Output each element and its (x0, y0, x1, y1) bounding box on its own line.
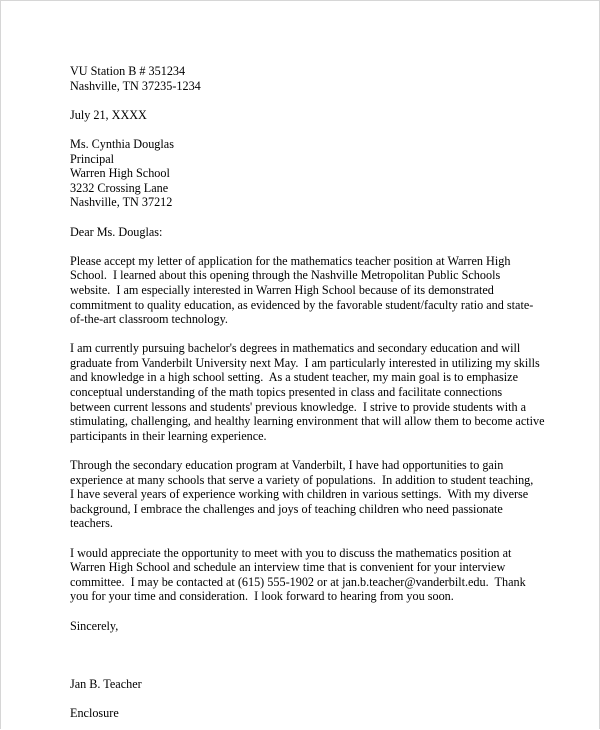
recipient-title: Principal (70, 151, 115, 166)
paragraph-line: I would appreciate the opportunity to meet with you to discuss the mathematics position at (70, 545, 512, 560)
paragraph-line: Warren High School and schedule an interview time that is convenient for your interview (70, 560, 506, 575)
closing (70, 619, 575, 634)
paragraph-line: stimulating, challenging, and healthy learning environment that will allow them to become active (70, 414, 545, 429)
paragraph-line: background, I embrace the challenges and joys of teaching children who need passionate (70, 501, 503, 516)
body-paragraph-2 (70, 341, 575, 443)
paragraph-line: commitment to quality education, as evidenced by the favorable student/faculty ratio and state- (70, 297, 534, 312)
paragraph-line: teachers. (70, 516, 113, 531)
signature-space (70, 633, 575, 677)
body-paragraph-3 (70, 458, 575, 531)
paragraph-line: of-the-art classroom technology. (70, 312, 228, 327)
paragraph-line: and knowledge in a high school setting. As a student teacher, my main goal is to emphasize (70, 370, 518, 385)
paragraph-line: conceptual understanding of the math topics presented in class and facilitate connections (70, 385, 503, 400)
paragraph-line: experience at many schools that serve a variety of populations. In addition to student teaching, (70, 472, 534, 487)
paragraph-line: Please accept my letter of application for the mathematics teacher position at Warren High (70, 253, 511, 268)
cover-letter (70, 64, 575, 721)
recipient-organization: Warren High School (70, 166, 170, 181)
salutation-text: Dear Ms. Douglas: (70, 224, 163, 239)
paragraph-line: between current lessons and students' previous knowledge. I strive to provide students with a (70, 399, 527, 414)
sender-address-line: Nashville, TN 37235-1234 (70, 78, 201, 93)
paragraph-line: I am currently pursuing bachelor's degrees in mathematics and secondary education and will (70, 341, 521, 356)
paragraph-line: you for your time and consideration. I look forward to hearing from you soon. (70, 589, 454, 604)
letter-date (70, 108, 575, 123)
signature-block (70, 677, 575, 692)
paragraph-line: committee. I may be contacted at (615) 555-1902 or at jan.b.teacher@vanderbilt.edu. Thank (70, 574, 526, 589)
recipient-street: 3232 Crossing Lane (70, 180, 169, 195)
recipient-city-state-zip: Nashville, TN 37212 (70, 195, 173, 210)
closing-text: Sincerely, (70, 618, 119, 633)
sender-address-line: VU Station B # 351234 (70, 64, 186, 78)
signature-name: Jan B. Teacher (70, 676, 142, 691)
body-paragraph-1 (70, 254, 575, 327)
sender-address (70, 64, 575, 93)
enclosure-notation (70, 706, 575, 721)
paragraph-line: School. I learned about this opening through the Nashville Metropolitan Public Schools (70, 268, 501, 283)
recipient-address (70, 137, 575, 210)
paragraph-line: website. I am especially interested in Warren High School because of its demonstrated (70, 282, 494, 297)
salutation (70, 225, 575, 240)
paragraph-line: participants in their learning experience. (70, 428, 267, 443)
recipient-name: Ms. Cynthia Douglas (70, 136, 174, 151)
paragraph-line: Through the secondary education program at Vanderbilt, I have had opportunities to gain (70, 458, 504, 473)
body-paragraph-4 (70, 546, 575, 604)
paragraph-line: graduate from Vanderbilt University next May. I am particularly interested in utilizing my skills (70, 355, 540, 370)
date-text: July 21, XXXX (70, 107, 147, 122)
paragraph-line: I have several years of experience working with children in various settings. With my diverse (70, 487, 529, 502)
enclosure-text: Enclosure (70, 706, 119, 721)
